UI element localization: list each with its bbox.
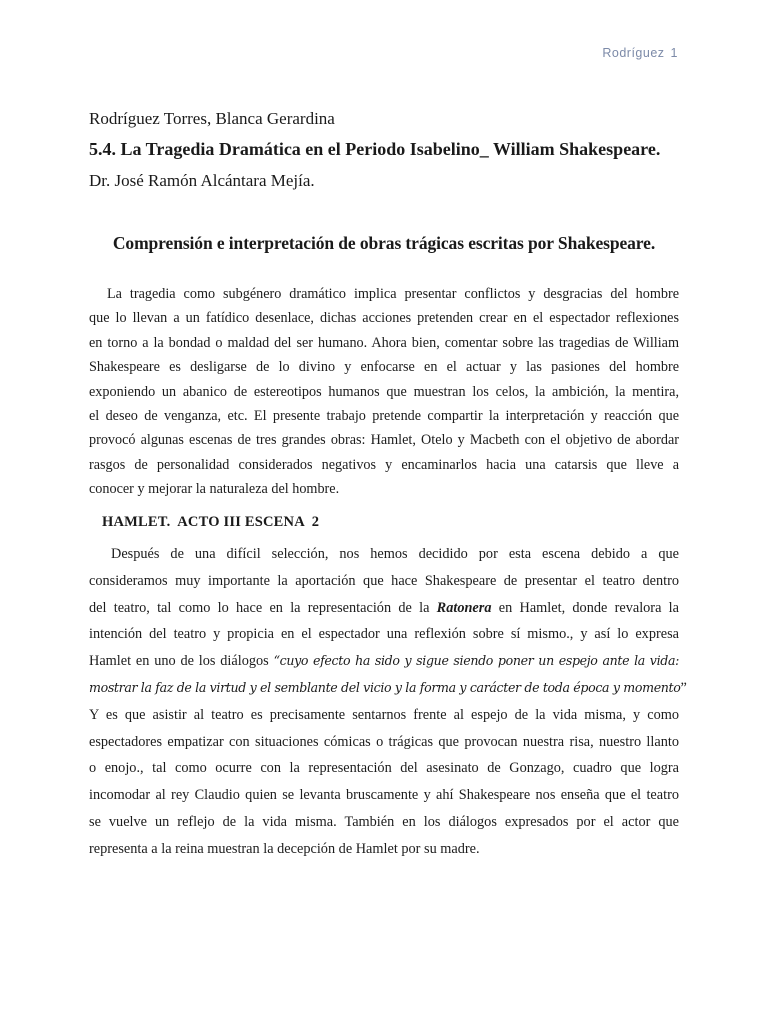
body-text: en Hamlet, donde revalora la (491, 599, 679, 616)
header-surname: Rodríguez (602, 46, 665, 60)
intro-paragraph (89, 282, 679, 502)
body-line: representa a la reina muestran la decepción de Hamlet por su madre. (89, 840, 480, 857)
course-title: 5.4. La Tragedia Dramática en el Periodo Isabelino_ William Shakespeare. (89, 139, 661, 159)
intro-line: conocer y mejorar la naturaleza del hombre. (89, 481, 340, 498)
hamlet-paragraph (89, 541, 687, 863)
body-line: Después de una difícil selección, nos hemos decidido por esta escena debido a que (111, 546, 679, 562)
intro-line: el deseo de venganza, etc. El presente trabajo pretende compartir la interpretación y reacción que (89, 408, 679, 425)
page-number: 1 (670, 46, 678, 60)
body-line (89, 595, 679, 622)
body-text: Hamlet en uno de los diálogos (89, 653, 274, 670)
body-text: del teatro, tal como lo hace en la representación de la (89, 599, 437, 616)
body-line (89, 648, 679, 675)
author-name: Rodríguez Torres, Blanca Gerardina (89, 109, 335, 128)
document-title: Comprensión e interpretación de obras trágicas escritas por Shakespeare. (112, 233, 656, 253)
body-line: se vuelve un reflejo de la vida misma. También en los diálogos expresados por el actor que (89, 813, 679, 830)
intro-line: exponiendo un abanico de estereotipos humanos que muestran los celos, la ambición, la mentira, (89, 383, 679, 400)
running-header (602, 46, 678, 60)
body-line: espectadores empatizar con situaciones cómicas o trágicas que provocan nuestra risa, nuestro llanto (89, 733, 679, 750)
intro-line: rasgos de personalidad considerados negativos y encaminarlos hacia una catarsis que lleve a (89, 456, 679, 473)
body-line: o enojo., tal como ocurre con la representación del asesinato de Gonzago, cuadro que logra (89, 760, 679, 777)
section-heading: HAMLET. ACTO III ESCENA 2 (102, 514, 320, 530)
intro-line: La tragedia como subgénero dramático implica presentar conflictos y desgracias del hombre (107, 286, 679, 302)
hamlet-quote-part: “cuyo efecto ha sido y sigue siendo poner un espejo ante la vida: (273, 653, 680, 669)
body-line: consideramos muy importante la aportación que hace Shakespeare de presentar el teatro dentro (89, 572, 679, 589)
body-line: incomodar al rey Claudio quien se levanta bruscamente y ahí Shakespeare nos enseña que el teatro (89, 787, 679, 804)
ratonera-emphasis: Ratonera (436, 599, 492, 616)
body-line (89, 675, 687, 702)
quote-close-mark: ” (680, 679, 687, 696)
intro-line: que lo llevan a un fatídico desenlace, dichas acciones pretenden crear en el espectador reflexiones (89, 310, 679, 327)
intro-line: en torno a la bondad o maldad del ser humano. Ahora bien, comentar sobre las tragedias de William (89, 334, 679, 351)
body-line: intención del teatro y propicia en el espectador una reflexión sobre sí mismo., y así lo expresa (89, 626, 679, 643)
intro-line: Shakespeare es desligarse de lo divino y enfocarse en el actuar y las pasiones del hombre (89, 359, 679, 376)
professor-name: Dr. José Ramón Alcántara Mejía. (89, 171, 315, 190)
body-line: Y es que asistir al teatro es precisamente sentarnos frente al espejo de la vida misma, y como (89, 706, 679, 723)
intro-line: provocó algunas escenas de tres grandes obras: Hamlet, Otelo y Macbeth con el objetivo de abordar (89, 432, 679, 449)
hamlet-quote-part: mostrar la faz de la virtud y el semblante del vicio y la forma y carácter de toda época y momento (89, 679, 681, 695)
